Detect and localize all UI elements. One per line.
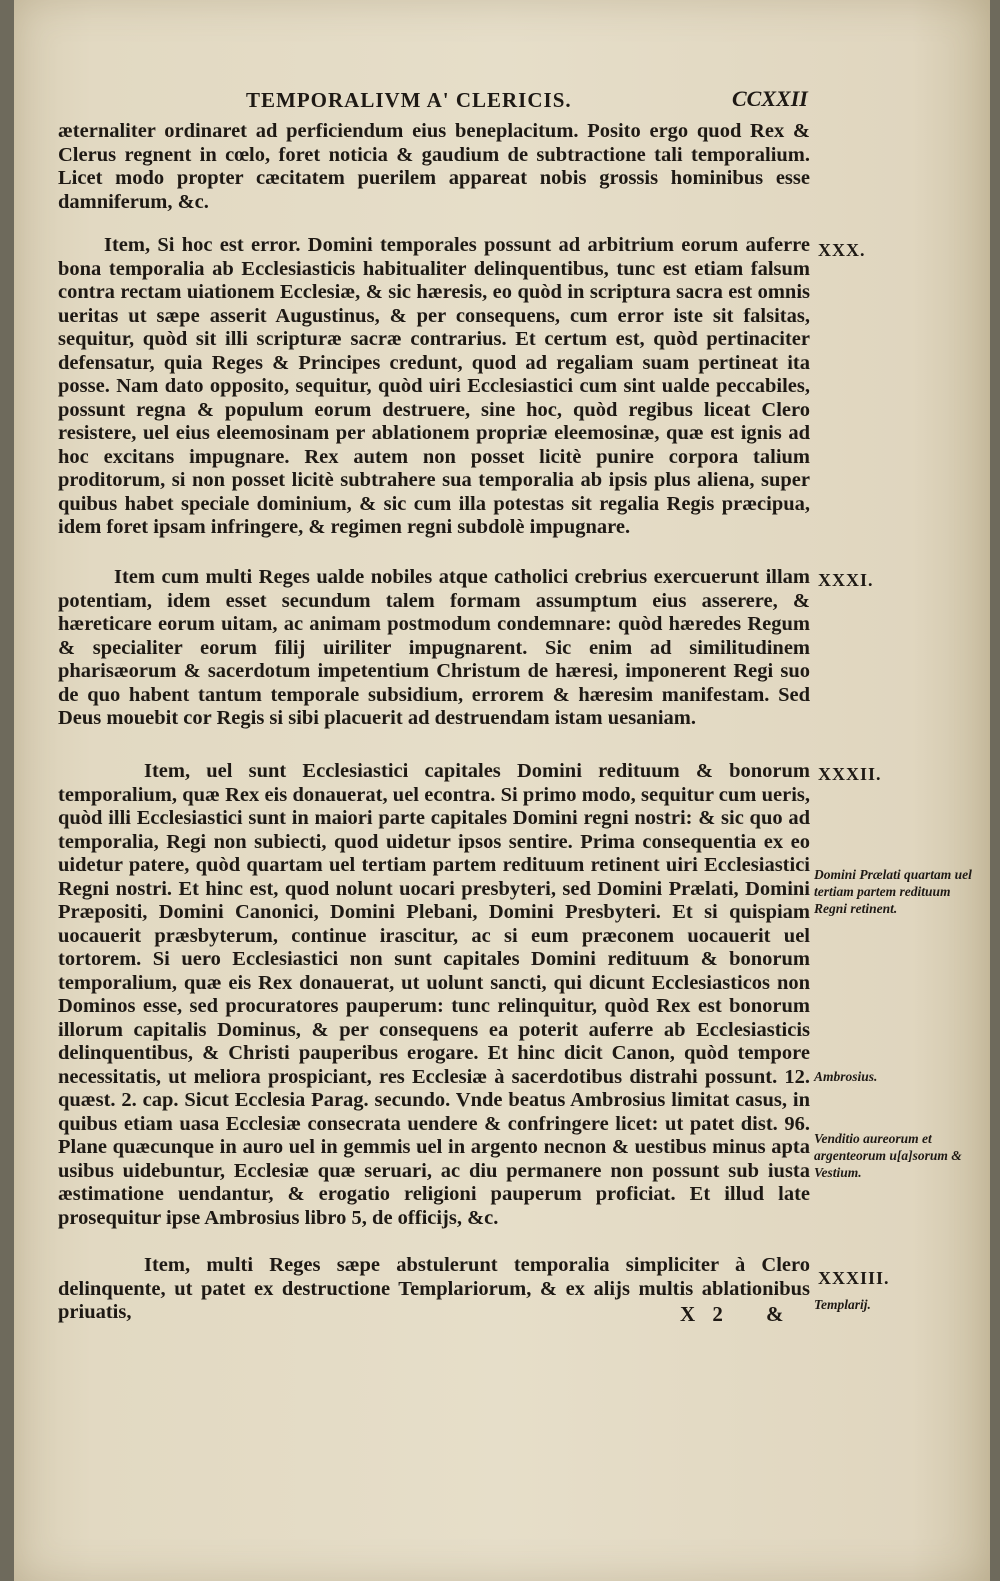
signature-mark: X 2 [680, 1302, 729, 1326]
section-number: XXXIII. [818, 1268, 890, 1288]
book-page [14, 0, 990, 1581]
catchword: & [766, 1302, 790, 1326]
paragraph-xxx: Item, Si hoc est error. Domini temporales possunt ad arbitrium eorum auferre bona temporalia ab Ecclesiasticis habitualiter delinquentibus, tunc est etiam falsum contra rectam uiationem Ecclesiæ, & sic hæresis, eo quòd in scriptura sacra est omnis ueritas ut sæpe asserit Augustinus, & per consequens, cum error iste sit falsitas, sequitur, quòd sit illi scripturæ sacræ contrarius. Et certum est, quòd pertinaciter defensatur, quia Reges & Principes credunt, quod ad regaliam suam pertineat ita posse. Nam dato opposito, sequitur, quòd uiri Ecclesiastici cum sint ualde peccabiles, possunt regna & populum eorum destruere, sine hoc, quòd regibus liceat Clero resistere, uel eius eleemosinam per ablationem propriæ eleemosinæ, quæ est ignis ad hoc excitans impugnare. Rex autem non posset licitè punire corpora talium proditorum, si non posset licitè subtrahere sua temporalia ab ipsis plus aliena, super quibus habet speciale dominium, & sic cum illa potestas sit regalia Regis præcipua, idem foret ipsam infringere, & regimen regni subdolè impugnare. [58, 234, 810, 538]
page-header [14, 84, 990, 114]
paragraph-xxxii: Item, uel sunt Ecclesiastici capitales Domini redituum & bonorum temporalium, quæ Rex eis donauerat, uel econtra. Si primo modo, sequitur cum ueris, quòd illi Ecclesiastici sunt in maiori parte capitales Domini regni nostri: & sic quo ad temporalia, Regi non subiecti, quod uidetur ipsos sentire. Prima consequentia ex eo uidetur patere, quòd quartam uel tertiam partem redituum retinent uiri Ecclesiastici Regni nostri. Et hinc est, quod nolunt uocari presbyteri, sed Domini Prælati, Domini Præpositi, Domini Canonici, Domini Plebani, Domini Presbyteri. Et si quispiam uocauerit præsbyterum, continue irascitur, ac si eum præconem uocauerit uel tortorem. Si uero Ecclesiastici non sunt capitales Domini redituum & bonorum temporalium, quæ eis Rex donauerat, ut uolunt sancti, qui dicunt Ecclesiasticos non Dominos esse, sed procuratores pauperum: tunc relinquitur, quòd Rex est bonorum illorum capitalis Dominus, & per consequens ea poterit auferre ab Ecclesiasticis delinquentibus, & Christi pauperibus erogare. Et hinc dicit Canon, quòd tempore necessitatis, ut meliora prospiciant, res Ecclesiæ à sacerdotibus distrahi possunt. 12. quæst. 2. cap. Sicut Ecclesia Parag. secundo. Vnde beatus Ambrosius limitat casus, in quibus etiam uasa Ecclesiæ consecrata uendere & confringere licet: ut patet dist. 96. Plane quæcunque in auro uel in gemmis uel in argento necnon & uestibus minus apta usibus uidebuntur, Ecclesiæ quæ seruari, ac diu permanere non possunt sub iusta æstimatione uendantur, & erogatio religioni pauperum proficiat. Et illud late prosequitur ipse Ambrosius libro 5, de officijs, &c. [58, 760, 810, 1229]
running-head: TEMPORALIVM A' CLERICIS. [246, 88, 572, 112]
marginal-note: Domini Prælati quartam uel tertiam partem redituum Regni retinent. [814, 867, 972, 916]
paragraph-xxxiii: Item, multi Reges sæpe abstulerunt temporalia simpliciter à Clero delinquente, ut patet ex destructione Templariorum, & ex alijs multis ablationibus priuatis, [58, 1254, 810, 1323]
paragraph-xxxi: Item cum multi Reges ualde nobiles atque catholici crebrius exercuerunt illam potentiam, idem esset secundum talem formam assumptum eius asserere, & hæreticare eorum uitam, ac animam postmodum condemnare: quòd hæredes Regum & specialiter eorum filij uiriliter impugnarent. Sic enim ad similitudinem pharisæorum & sacerdotum impetentium Christum de hæresi, imponerent Regi suo de quo habent tantum temporale subsidium, errorem & hæresim manifestam. Sed Deus mouebit cor Regis si sibi placuerit ad destruendam istam uesaniam. [58, 566, 810, 729]
section-number: XXXI. [818, 570, 874, 590]
paragraph-continuation: æternaliter ordinaret ad perficiendum eius beneplacitum. Posito ergo quod Rex & Clerus regnent in cœlo, foret noticia & gaudium de subtractione tali temporalium. Licet modo propter cæcitatem puerilem appareat nobis grossis hominibus esse damniferum, &c. [58, 120, 810, 213]
marginal-note: Ambrosius. [814, 1069, 878, 1084]
section-number: XXX. [818, 240, 866, 260]
folio-number: CCXXII [732, 86, 808, 111]
section-number: XXXII. [818, 764, 882, 784]
marginal-note: Venditio aureorum et argenteorum u[a]sorum & Vestium. [814, 1131, 962, 1180]
marginal-note: Templarij. [814, 1297, 871, 1312]
